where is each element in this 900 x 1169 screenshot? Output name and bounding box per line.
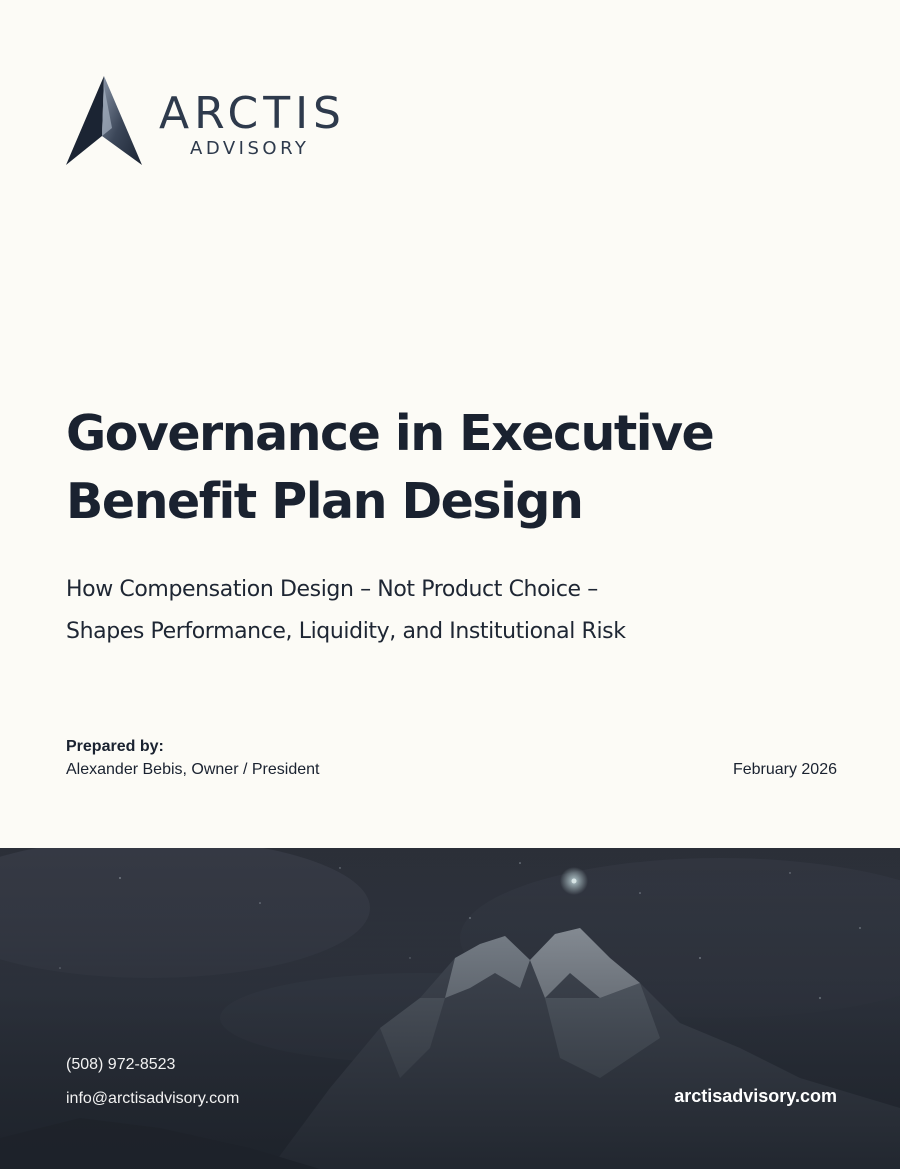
title-line-1: Governance in Executive bbox=[66, 405, 714, 462]
prepared-by-name: Alexander Bebis, Owner / President bbox=[66, 761, 320, 778]
contact-phone: (508) 972-8523 bbox=[66, 1056, 176, 1073]
page-title bbox=[66, 400, 846, 536]
footer-banner bbox=[0, 848, 900, 1169]
arrowhead-mark-icon bbox=[66, 76, 146, 168]
subtitle-line-1: How Compensation Design – Not Product Choice – bbox=[66, 577, 598, 602]
prepared-by-label: Prepared by: bbox=[66, 738, 164, 755]
subtitle-line-2: Shapes Performance, Liquidity, and Institutional Risk bbox=[66, 619, 626, 644]
brand-name: ARCTIS bbox=[159, 88, 346, 139]
website-link[interactable]: arctisadvisory.com bbox=[674, 1086, 837, 1106]
document-date: February 2026 bbox=[732, 761, 837, 778]
contact-email: info@arctisadvisory.com bbox=[66, 1090, 240, 1107]
brand-subname: ADVISORY bbox=[190, 138, 310, 159]
night-mountain-photo bbox=[0, 848, 900, 1169]
brand-logo bbox=[66, 76, 366, 168]
title-line-2: Benefit Plan Design bbox=[66, 473, 583, 530]
page-subtitle bbox=[66, 569, 846, 653]
